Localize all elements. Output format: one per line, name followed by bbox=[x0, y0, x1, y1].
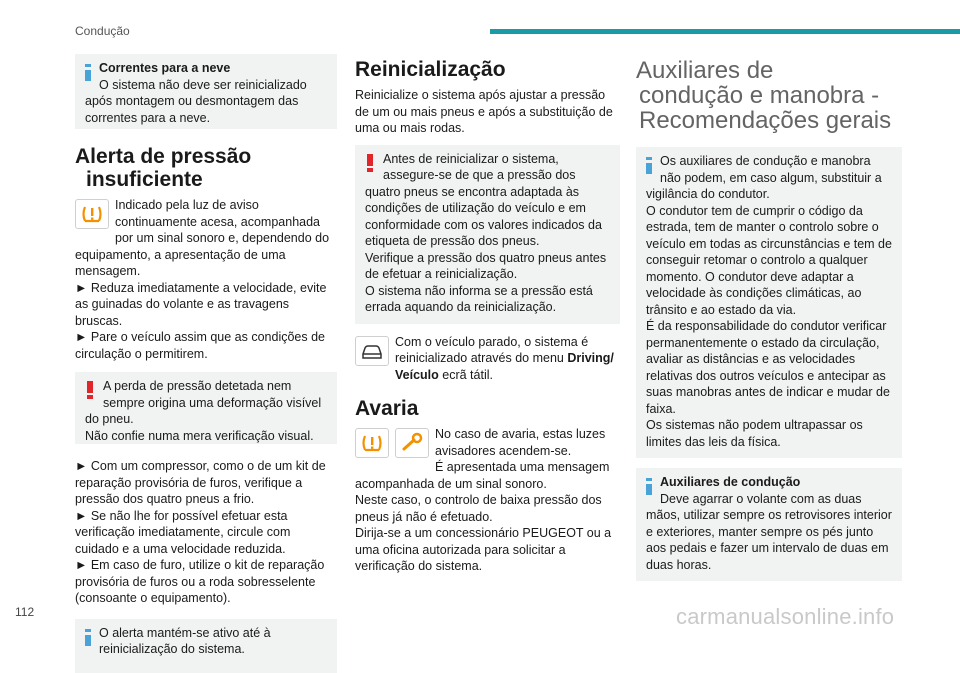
reset-menu-paragraph bbox=[355, 334, 620, 384]
section-heading-failure: Avaria bbox=[355, 397, 419, 420]
column-2 bbox=[355, 54, 620, 575]
driving-aids-hands-note bbox=[636, 468, 902, 581]
section-heading-driving-aids: Auxiliares de condução e manobra - Recomendações gerais bbox=[636, 57, 892, 134]
note-text-4: Os sistemas não podem ultrapassar os limites das leis da física. bbox=[646, 418, 863, 449]
warning-text: A perda de pressão detetada nem sempre origina uma deformação visível do pneu. bbox=[85, 379, 322, 426]
failure-message: É apresentada uma mensagem acompanhada de um sinal sonoro. bbox=[355, 460, 610, 491]
watermark: carmanualsonline.info bbox=[676, 604, 895, 629]
note-text: Deve agarrar o volante com as duas mãos, utilizar sempre os retrovisores interior e exteriores, manter sempre os pés junto aos pedais e fazer um intervalo de duas em duas horas. bbox=[646, 491, 892, 572]
alert-active-note bbox=[75, 619, 337, 673]
section-heading-reset: Reinicialização bbox=[355, 58, 506, 81]
info-icon bbox=[85, 64, 91, 81]
warning-icon bbox=[87, 381, 93, 399]
info-icon bbox=[646, 478, 652, 495]
step-drive-carefully: ► Se não lhe for possível efetuar esta verificação imediatamente, circule com cuidado e a uma velocidade reduzida. bbox=[75, 508, 291, 556]
note-text-3: É da responsabilidade do condutor verificar permanentemente o estado da circulação, avaliar as distâncias e as velocidades relativas dos outros veículos e antecipar as suas manobras antes de indicar e mudar de faixa. bbox=[646, 319, 890, 416]
step-reduce-speed: ► Reduza imediatamente a velocidade, evite as guinadas do volante e as travagens bruscas. bbox=[75, 280, 327, 328]
reset-intro: Reinicialize o sistema após ajustar a pressão de um ou mais pneus e após a substituição de uma ou mais rodas. bbox=[355, 88, 613, 135]
step-check-pressure: ► Com um compressor, como o de um kit de reparação provisória de furos, verifique a pressão dos quatro pneus a frio. bbox=[75, 459, 326, 506]
tire-pressure-warning-lamp-icon bbox=[355, 428, 389, 458]
failure-lamps-text: No caso de avaria, estas luzes avisadores acendem-se. bbox=[435, 427, 606, 458]
column-1 bbox=[75, 54, 337, 673]
info-icon bbox=[85, 629, 91, 646]
note-title: Auxiliares de condução bbox=[660, 475, 801, 489]
note-text: Os auxiliares de condução e manobra não podem, em caso algum, substituir a vigilância do condutor. bbox=[646, 154, 882, 201]
header-accent-bar bbox=[490, 29, 960, 34]
column-3 bbox=[636, 54, 902, 581]
note-text: O sistema não deve ser reinicializado após montagem ou desmontagem das correntes para a neve. bbox=[85, 77, 307, 125]
failure-contact-dealer: Dirija-se a um concessionário PEUGEOT ou a uma oficina autorizada para solicitar a verificação do sistema. bbox=[355, 526, 612, 573]
failure-no-monitoring: Neste caso, o controlo de baixa pressão dos pneus já não é efetuado. bbox=[355, 493, 602, 524]
lamp-paragraph bbox=[75, 197, 337, 280]
running-header: Condução bbox=[75, 24, 130, 38]
step-puncture-kit: ► Em caso de furo, utilize o kit de reparação provisória de furos ou a roda sobresselente (consoante o equipamento). bbox=[75, 558, 325, 605]
warning-text-2: Verifique a pressão dos quatro pneus antes de efetuar a reinicialização. bbox=[365, 250, 607, 281]
note-title: Correntes para a neve bbox=[99, 61, 231, 75]
failure-lamps-paragraph bbox=[355, 426, 620, 459]
section-heading: Alerta de pressão insuficiente bbox=[75, 145, 252, 191]
driving-aids-note bbox=[636, 147, 902, 458]
info-icon bbox=[646, 157, 652, 174]
steps-block bbox=[75, 458, 337, 607]
car-menu-icon bbox=[355, 336, 389, 366]
pressure-loss-warning bbox=[75, 372, 337, 444]
service-wrench-lamp-icon bbox=[395, 428, 429, 458]
step-stop-vehicle: ► Pare o veículo assim que as condições de circulação o permitirem. bbox=[75, 330, 326, 361]
snow-chains-note bbox=[75, 54, 337, 129]
warning-text: Antes de reinicializar o sistema, assegure-se de que a pressão dos quatro pneus se encontra adaptada às condições de utilização do veículo e em conformidade com os valores indicados da etiqueta de pressão dos pneus. bbox=[365, 151, 602, 248]
reset-warning bbox=[355, 145, 620, 324]
warning-icon bbox=[367, 154, 373, 172]
tire-pressure-warning-lamp-icon bbox=[75, 199, 109, 229]
warning-text-3: O sistema não informa se a pressão está errada aquando da reinicialização. bbox=[365, 283, 593, 314]
page-number: 112 bbox=[15, 605, 35, 619]
warning-text-2: Não confie numa mera verificação visual. bbox=[85, 428, 314, 443]
reset-menu-text: Com o veículo parado, o sistema é reinicializado através do menu Driving/ Veículo ecrã tátil. bbox=[395, 334, 614, 382]
note-text-2: O condutor tem de cumprir o código da estrada, tem de manter o controlo sobre o veículo em todas as circunstâncias e tem de conseguir retomar o controlo a qualquer momento. O condutor deve adaptar a velocidade às condições climáticas, ao trânsito e ao estado da via. bbox=[646, 203, 892, 317]
note-text: O alerta mantém-se ativo até à reinicialização do sistema. bbox=[99, 625, 271, 656]
lamp-text: Indicado pela luz de aviso continuamente acesa, acompanhada por um sinal sonoro e, dependendo do equipamento, a apresentação de uma mensagem. bbox=[75, 198, 330, 278]
